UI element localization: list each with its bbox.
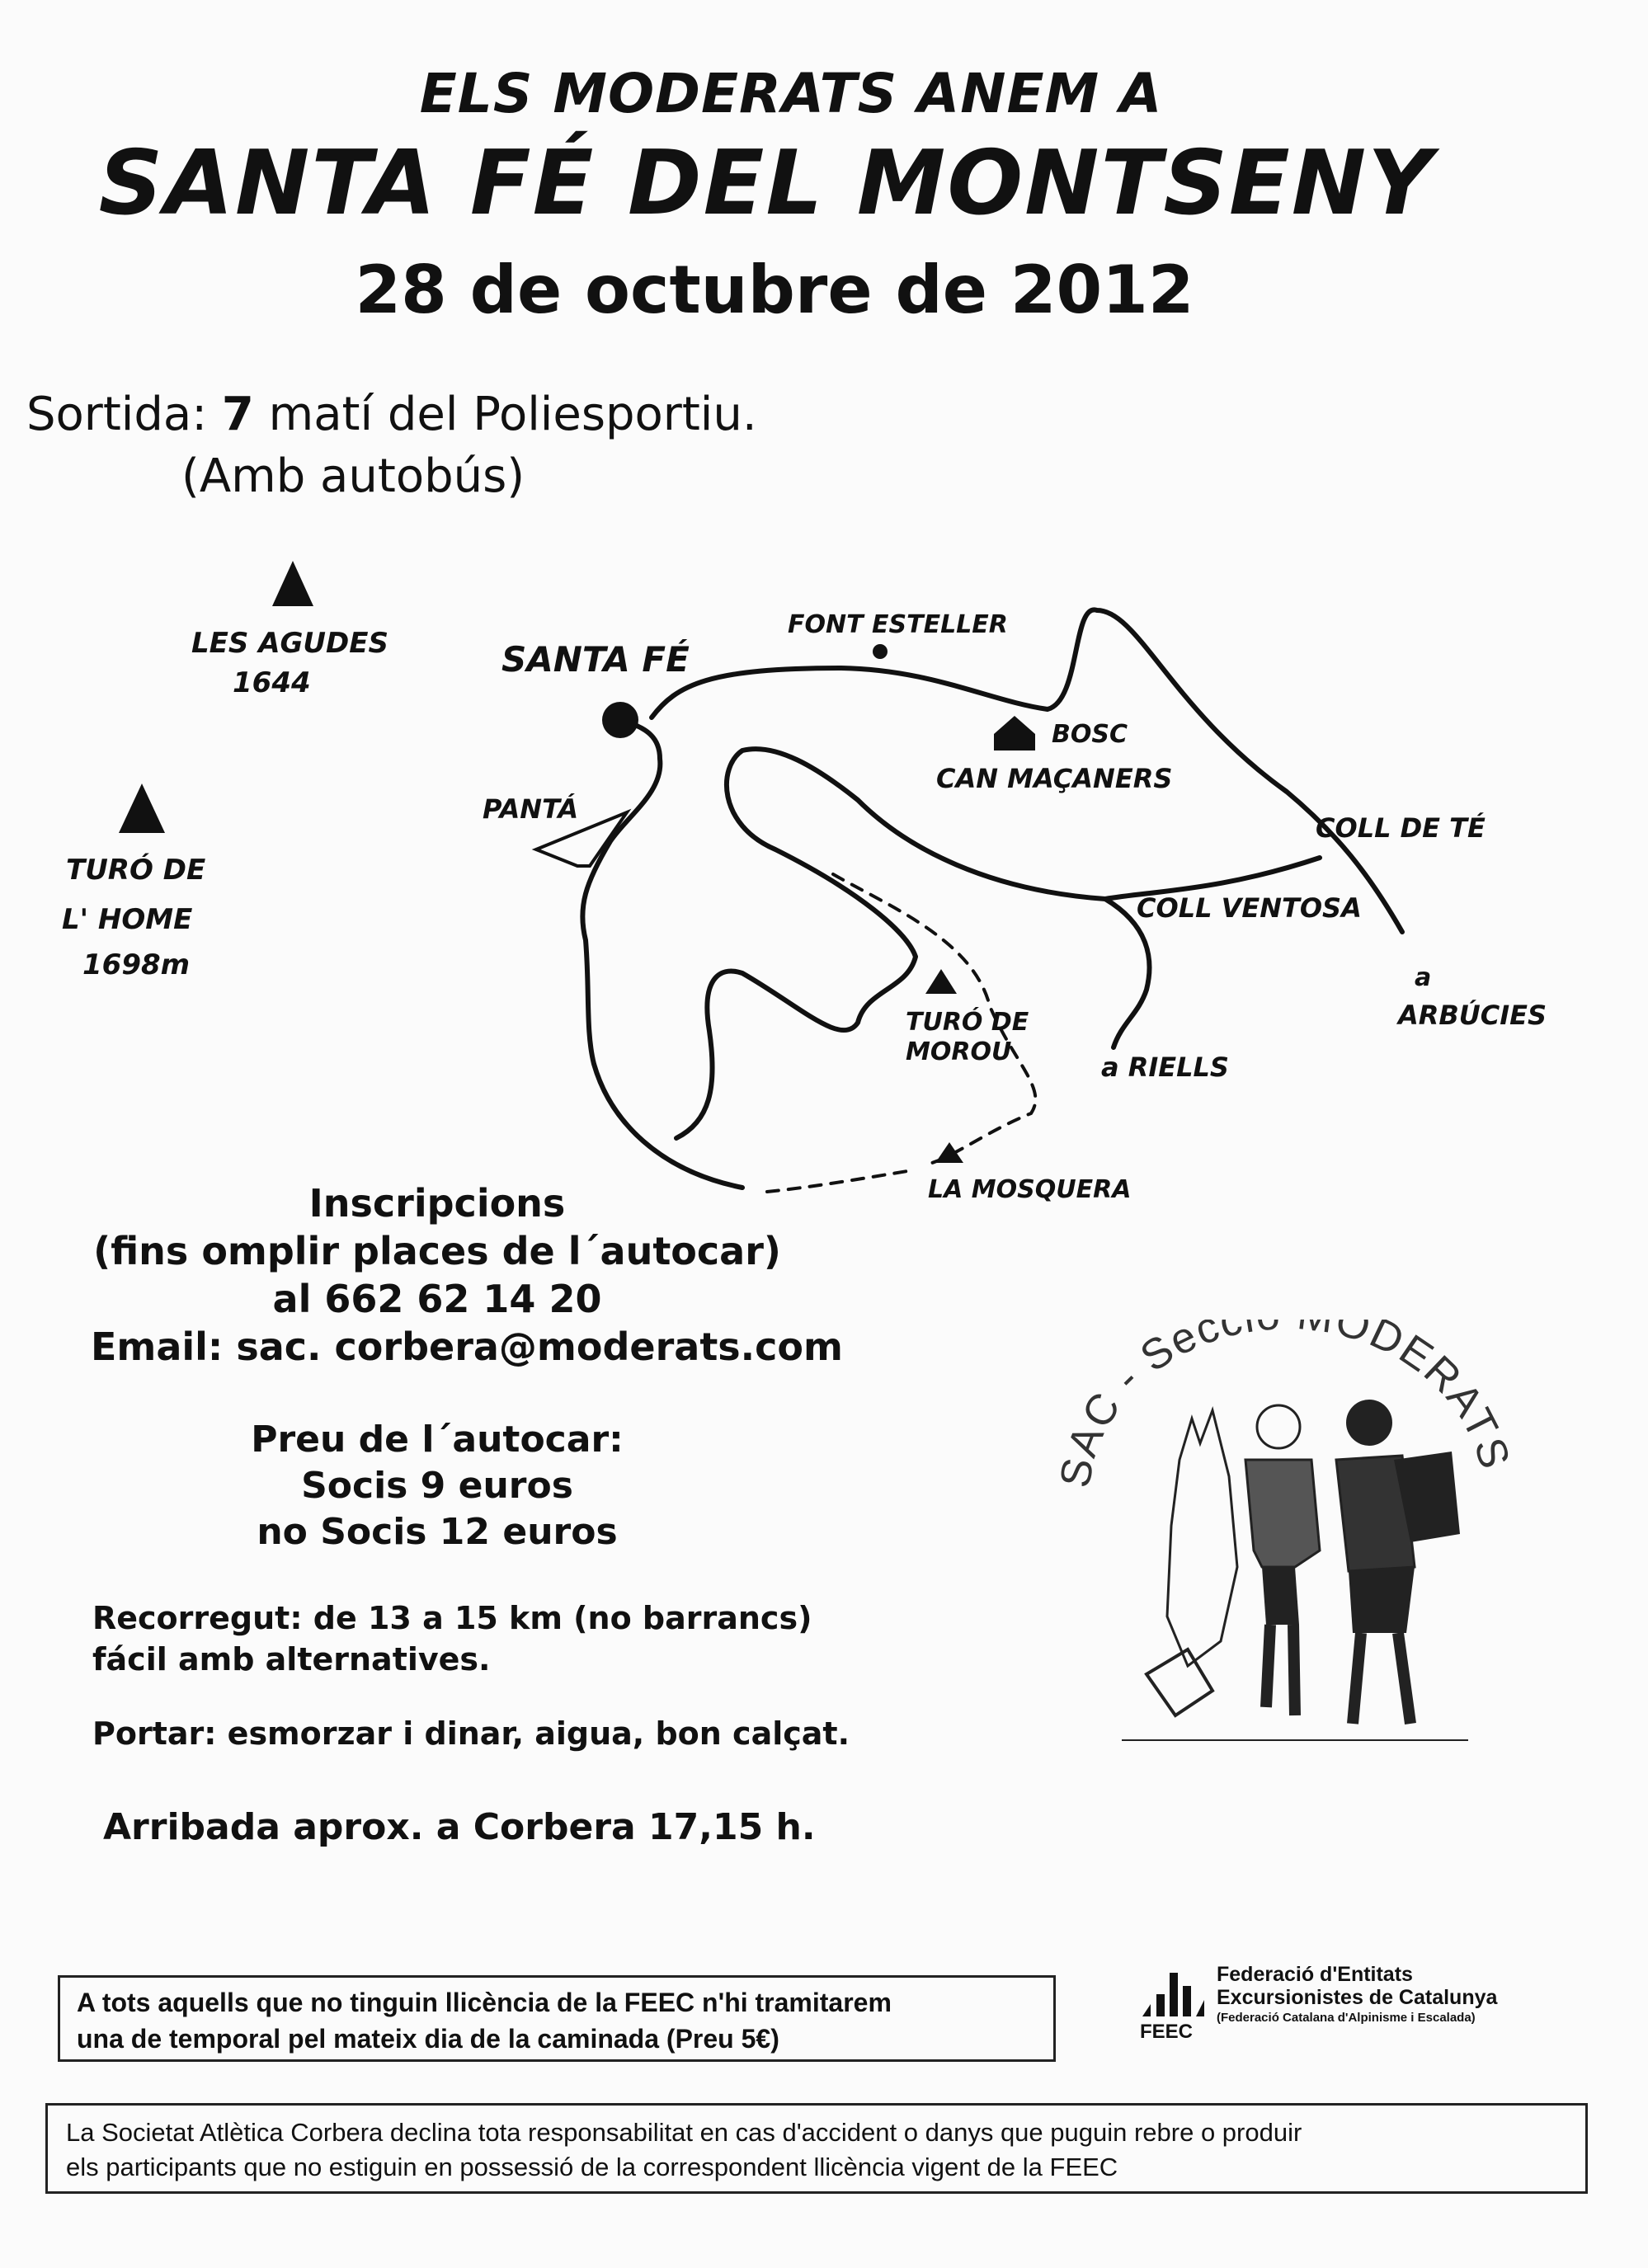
- map-label-font-esteller: FONT ESTELLER: [788, 610, 1008, 639]
- peak-label-les-agudes: LES AGUDES: [191, 627, 388, 660]
- feec-emblem-icon: [1138, 1955, 1212, 2029]
- bring-items: Portar: esmorzar i dinar, aigua, bon calçat.: [92, 1715, 850, 1752]
- price-title: Preu de l´autocar:: [251, 1419, 624, 1461]
- peak-icon-morou: [925, 969, 957, 994]
- inscriptions-subtitle: (fins omplir places de l´autocar): [93, 1229, 781, 1273]
- departure-hour: 7: [221, 388, 254, 441]
- peak-alt-turo-home: 1698m: [82, 948, 191, 981]
- map-label-arbucies: ARBÚCIES: [1398, 1000, 1547, 1031]
- map-label-a-arbucies: a: [1415, 963, 1432, 992]
- map-label-morou: MOROU: [906, 1038, 1012, 1066]
- departure-place: matí del Poliesportiu.: [268, 388, 757, 441]
- licence-notice-line2: una de temporal pel mateix dia de la caminada (Preu 5€): [77, 2024, 779, 2054]
- peak-label-turo-home-1: TURÓ DE: [66, 854, 206, 887]
- peak-label-turo-home-2: L' HOME: [62, 903, 193, 936]
- arrival-time: Arribada aprox. a Corbera 17,15 h.: [103, 1806, 816, 1848]
- departure-label: Sortida:: [26, 388, 208, 441]
- licence-notice-box: [58, 1975, 1056, 2062]
- santa-fe-marker: [602, 702, 638, 738]
- header-subtitle: ELS MODERATS ANEM A: [419, 62, 1163, 125]
- price-members: Socis 9 euros: [301, 1465, 573, 1507]
- map-label-turo-de: TURÓ DE: [906, 1008, 1029, 1037]
- hikers-illustration: [1023, 1320, 1534, 1748]
- route-difficulty: fácil amb alternatives.: [92, 1641, 491, 1677]
- licence-notice-line1: A tots aquells que no tinguin llicència de la FEEC n'hi tramitarem: [77, 1988, 892, 2017]
- departure-line: [26, 388, 757, 441]
- map-label-santa-fe: SANTA FÉ: [501, 639, 690, 680]
- feec-name-line2: Excursionistes de Catalunya: [1217, 1986, 1498, 2009]
- map-label-bosc: BOSC: [1052, 720, 1128, 749]
- inscriptions-phone: al 662 62 14 20: [272, 1277, 602, 1321]
- sac-logo: [1023, 1320, 1534, 1748]
- peak-alt-les-agudes: 1644: [233, 666, 311, 699]
- inscriptions-title: Inscripcions: [308, 1181, 566, 1226]
- inscriptions-email: Email: sac. corbera@moderats.com: [91, 1325, 843, 1369]
- event-date: 28 de octubre de 2012: [355, 252, 1194, 328]
- font-esteller-marker: [873, 644, 888, 659]
- map-label-panta: PANTÁ: [483, 793, 579, 825]
- peak-icon-mosquera: [935, 1142, 963, 1163]
- feec-name-line3: (Federació Catalana d'Alpinisme i Escalada): [1217, 2011, 1476, 2025]
- feec-logo: [1138, 1955, 1600, 2054]
- map-label-la-mosquera: LA MOSQUERA: [928, 1175, 1132, 1204]
- map-label-riells: a RIELLS: [1101, 1052, 1229, 1083]
- route-path-west: [582, 718, 742, 1188]
- map-label-coll-ventosa: COLL VENTOSA: [1137, 892, 1362, 924]
- feec-name-line1: Federació d'Entitats: [1217, 1963, 1413, 1986]
- house-icon: [994, 716, 1035, 751]
- peak-icon-turo-home: [119, 783, 165, 833]
- sac-logo-text: SAC - Secc ODERATS: [1051, 1320, 1519, 1491]
- peak-icon-les-agudes: [272, 561, 313, 606]
- map-label-can-macaners: CAN MAÇANERS: [936, 763, 1173, 794]
- page-title: SANTA FÉ DEL MONTSENY: [98, 132, 1434, 235]
- price-non-members: no Socis 12 euros: [257, 1511, 618, 1553]
- map-label-coll-de-te: COLL DE TÉ: [1316, 812, 1486, 844]
- departure-transport: (Amb autobús): [181, 449, 525, 503]
- route-length: Recorregut: de 13 a 15 km (no barrancs): [92, 1600, 812, 1636]
- disclaimer-line1: La Societat Atlètica Corbera declina tota responsabilitat en cas d'accident o danys que puguin rebre o produir: [66, 2118, 1302, 2147]
- feec-abbr: FEEC: [1140, 2021, 1194, 2043]
- disclaimer-line2: els participants que no estiguin en possessió de la correspondent llicència vigent de la FEEC: [66, 2153, 1118, 2181]
- disclaimer-box: [45, 2103, 1588, 2194]
